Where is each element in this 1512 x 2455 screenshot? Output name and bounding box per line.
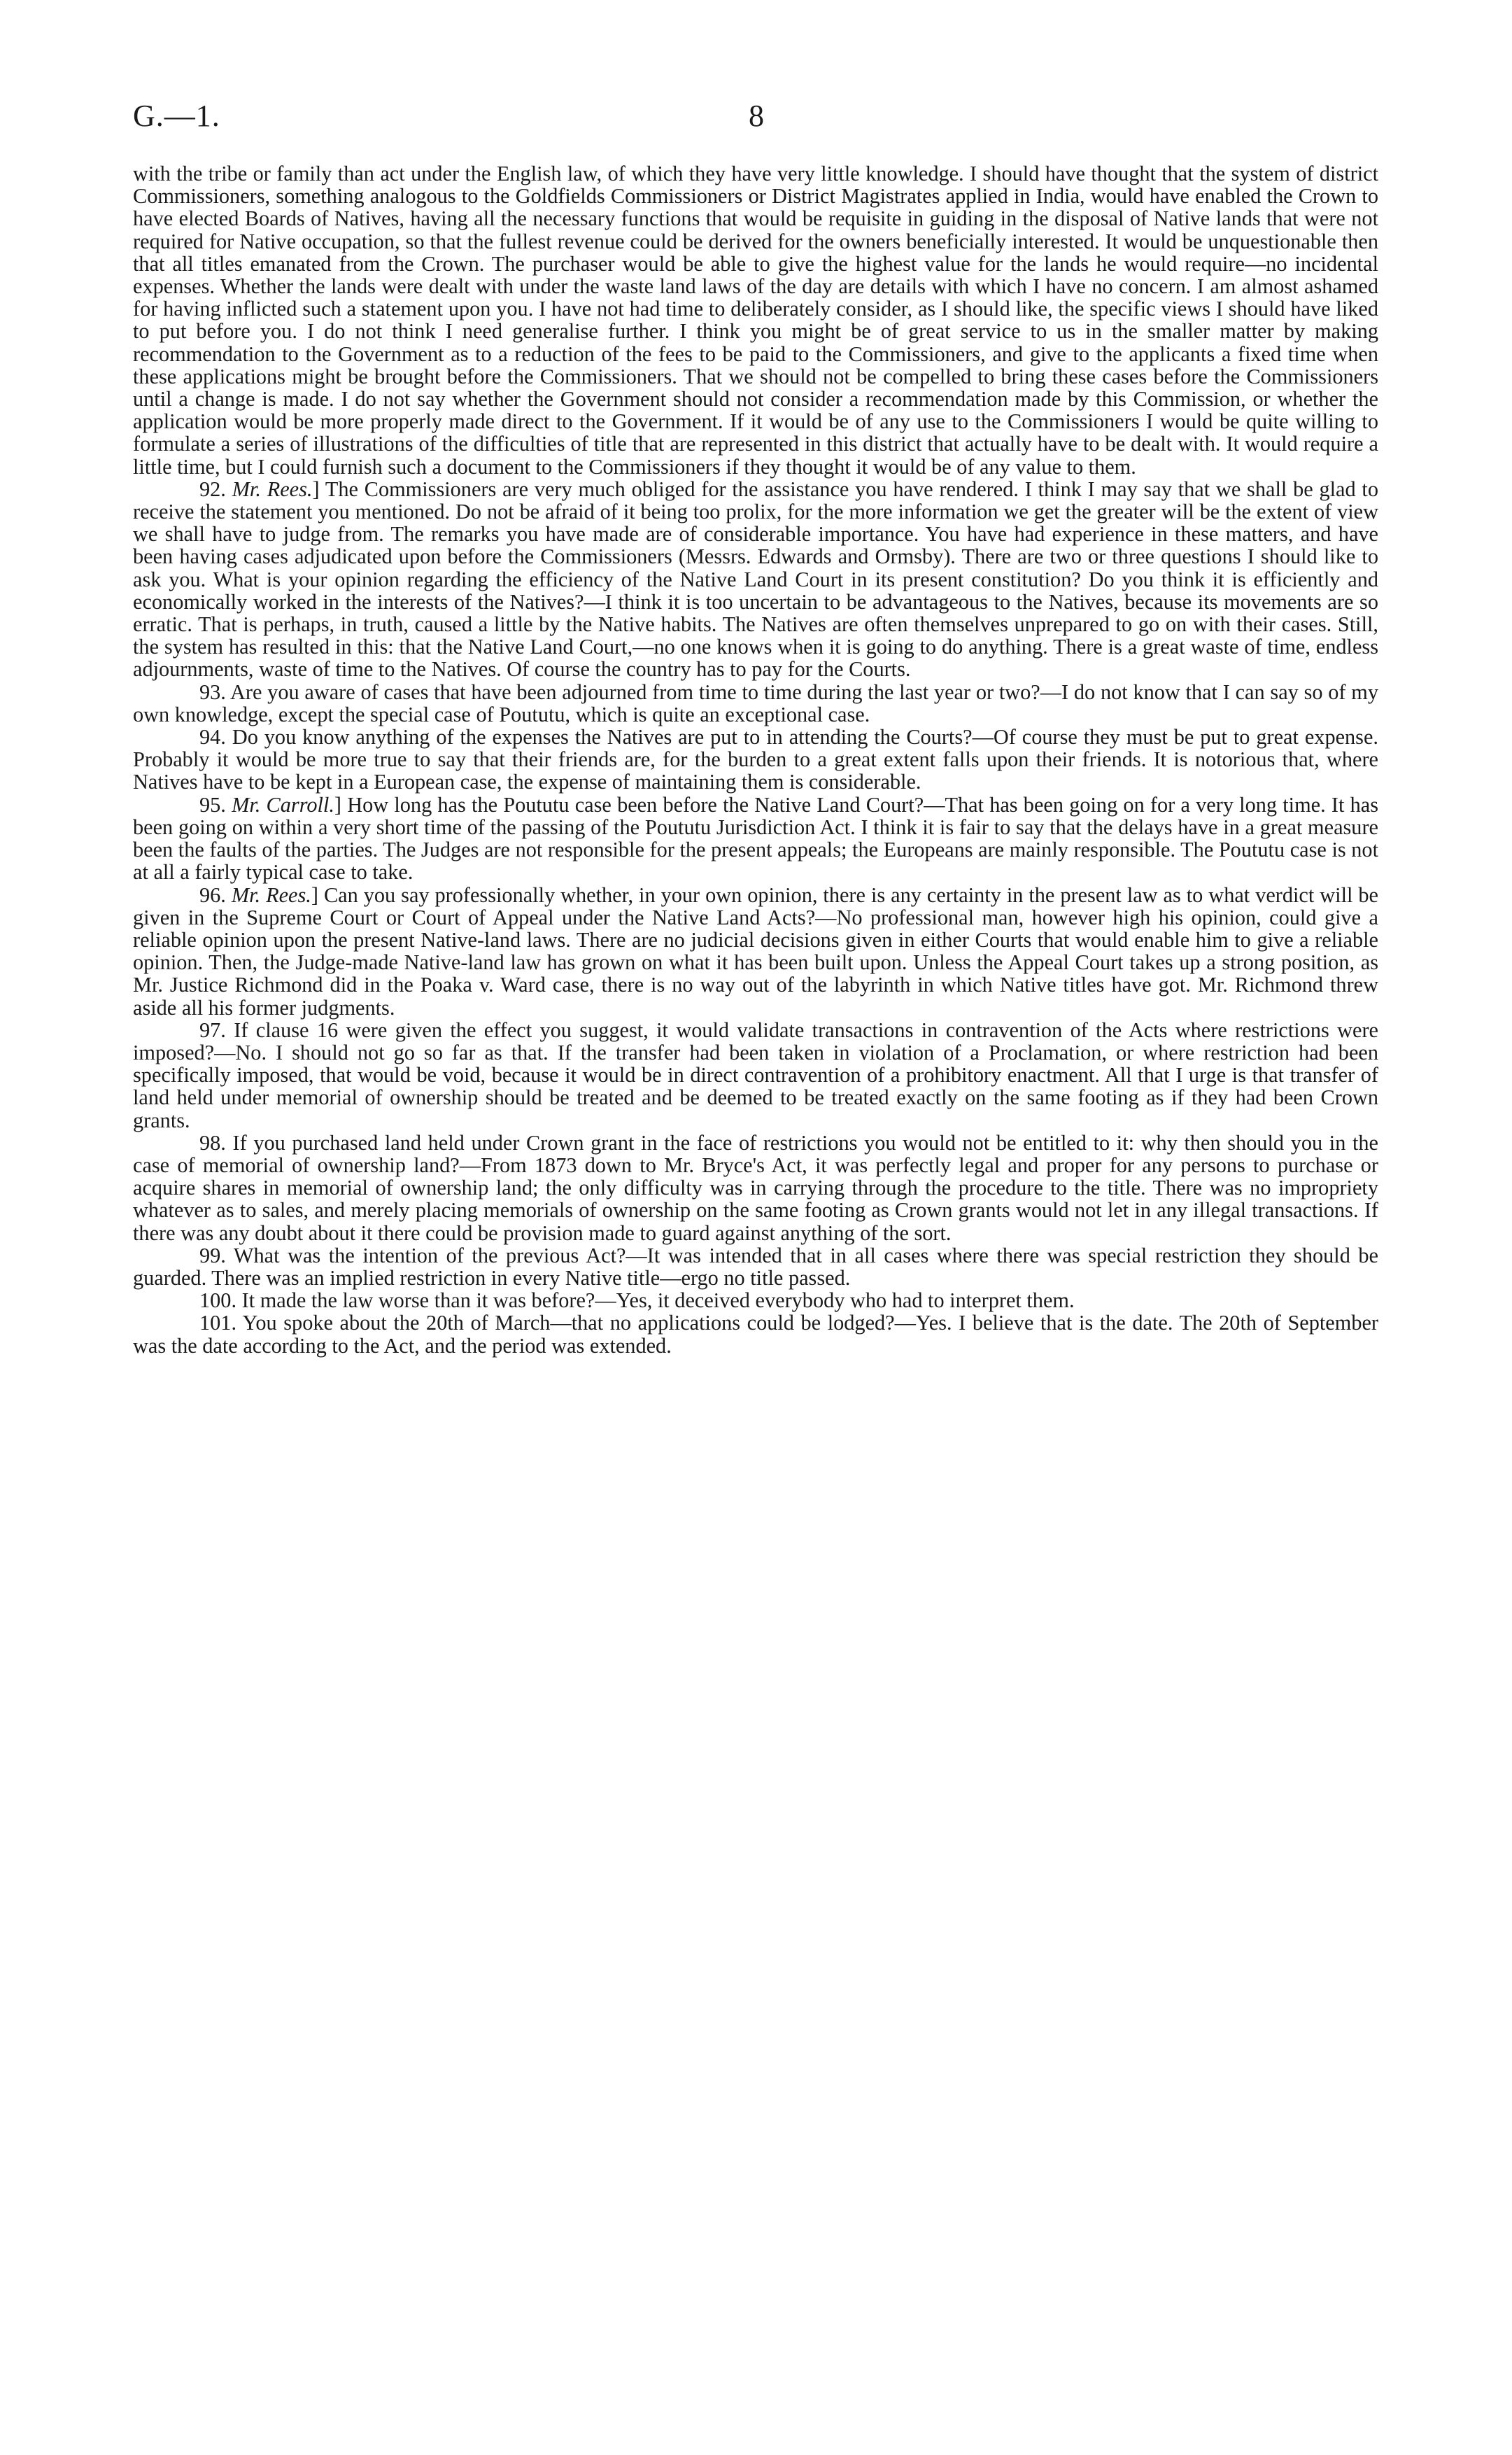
document-code: G.—1. xyxy=(133,99,220,133)
paragraph-text: Do you know anything of the expenses the Natives are put to in attending the Courts?—Of course they must be put to great expense. Probably it would be more true to say that their friends are, for the burden to a great extent falls upon their friends. It is notorious that, where Natives have to be kept in a European case, the expense of maintaining them is considerable. xyxy=(133,725,1378,794)
paragraph-text: with the tribe or family than act under the English law, of which they have very little knowledge. I should have thought that the system of district Commissioners, something analogous to the Goldfields Commissioners or District Magistrates applied in India, would have enabled the Crown to have elected Boards of Natives, having all the necessary functions that would be requisite in guiding in the disposal of Native lands that were not required for Native occupation, so that the fullest revenue could be derived for the owners beneficially interested. It would be unquestionable then that all titles emanated from the Crown. The purchaser would be able to give the highest value for the lands he would require—no incidental expenses. Whether the lands were dealt with under the waste land laws of the day are details with which I have no concern. I am almost ashamed for having inflicted such a statement upon you. I have not had time to deliberately consider, as I should like, the specific views I should have liked to put before you. I do not think I need generalise further. I think you might be of great service to us in the smaller matter by making recommendation to the Government as to a reduction of the fees to be paid to the Commissioners, and give to the applicants a fixed time when these applications might be brought before the Commissioners. That we should not be compelled to bring these cases before the Commissioners until a change is made. I do not say whether the Government should not consider a recommendation made by this Commission, or whether the application would be more properly made direct to the Government. If it would be of any use to the Commissioners I would be quite willing to formulate a series of illustrations of the difficulties of title that are represented in this district that actually have to be dealt with. It would require a little time, but I could furnish such a document to the Commissioners if they thought it would be of any value to them. xyxy=(133,162,1378,479)
paragraph-text: How long has the Poututu case been before the Native Land Court?—That has been going on for a very long time. It has been going on within a very short time of the passing of the Poututu Jurisdiction Act. I think it is fair to say that the delays have in a great measure been the faults of the parties. The Judges are not responsible for the present appeals; the Europeans are mainly responsible. The Poututu case is not at all a fairly typical case to take. xyxy=(133,792,1378,885)
question-number: 98. xyxy=(199,1130,226,1155)
paragraph-text: If you purchased land held under Crown grant in the face of restrictions you would not be entitled to it: why then should you in the case of memorial of ownership land?—From 1873 down to Mr. Bryce's Act, it was perfectly legal and proper for any persons to purchase or acquire shares in memorial of ownership land; the only difficulty was in carrying through the procedure to the title. There was no impropriety whatever as to sales, and merely placing memorials of ownership on the same footing as Crown grants would not let in any illegal transactions. If there was any doubt about it there could be provision made to guard against anything of the sort. xyxy=(133,1130,1379,1245)
question-96: 96. Mr. Rees.] Can you say professionally whether, in your own opinion, there is any certainty in the present law as to what verdict will be given in the Supreme Court or Court of Appeal under the Native Land Acts?—No professional man, however high his opinion, could give a reliable opinion upon the present Native-land laws. There are no judicial decisions given in either Courts that would enable him to give a reliable opinion. Then, the Judge-made Native-land law has grown on what it has been built upon. Unless the Appeal Court takes up a strong position, as Mr. Justice Richmond did in the Poaka v. Ward case, there is no way out of the labyrinth in which Native titles have got. Mr. Richmond threw aside all his former judgments. xyxy=(133,882,1378,1020)
question-92: 92. Mr. Rees.] The Commissioners are very much obliged for the assistance you have rendered. I think I may say that we shall be glad to receive the statement you mentioned. Do not be afraid of it being too prolix, for the more information we get the greater will be the extent of view we shall have to judge from. The remarks you have made are of considerable importance. You have had experience in these matters, and have been having cases adjudicated upon before the Commissioners (Messrs. Edwards and Ormsby). There are two or three questions I should like to ask you. What is your opinion regarding the efficiency of the Native Land Court in its present constitution? Do you think it is efficiently and economically worked in the interests of the Natives?—I think it is too uncertain to be advantageous to the Natives, because its movements are so erratic. That is perhaps, in truth, caused a little by the Native habits. The Natives are often themselves unprepared to go on with their cases. Still, the system has resulted in this: that the Native Land Court,—no one knows when it is going to do anything. There is a great waste of time, endless adjournments, waste of time to the Natives. Of course the country has to pay for the Courts. xyxy=(133,477,1378,682)
paragraph-text: Are you aware of cases that have been adjourned from time to time during the last year or two?—I do not know that I can say so of my own knowledge, except the special case of Poututu, which is quite an exceptional case. xyxy=(133,680,1379,726)
question-number: 92. xyxy=(199,477,226,501)
speaker-name: Mr. Carroll. xyxy=(232,792,334,817)
paragraph-text: It made the law worse than it was before?—Yes, it deceived everybody who had to interpret them. xyxy=(241,1288,1075,1313)
page-number: 8 xyxy=(749,99,764,133)
question-number: 100. xyxy=(199,1288,237,1313)
question-99 xyxy=(133,1244,1378,1289)
paragraph-text: The Commissioners are very much obliged for the assistance you have rendered. I think I may say that we shall be glad to receive the statement you mentioned. Do not be afraid of it being too prolix, for the more information we get the greater will be the extent of view we shall have to judge from. The remarks you have made are of considerable importance. You have had experience in these matters, and have been having cases adjudicated upon before the Commissioners (Messrs. Edwards and Ormsby). There are two or three questions I should like to ask you. What is your opinion regarding the efficiency of the Native Land Court in its present constitution? Do you think it is efficiently and economically worked in the interests of the Natives?—I think it is too uncertain to be advantageous to the Natives, because its movements are so erratic. That is perhaps, in truth, caused a little by the Native habits. The Natives are often themselves unprepared to go on with their cases. Still, the system has resulted in this: that the Native Land Court,—no one knows when it is going to do anything. There is a great waste of time, endless adjournments, waste of time to the Natives. Of course the country has to pay for the Courts. xyxy=(133,477,1378,682)
question-number: 96. xyxy=(199,882,226,907)
question-95: 95. Mr. Carroll.] How long has the Poututu case been before the Native Land Court?—That has been going on for a very long time. It has been going on within a very short time of the passing of the Poututu Jurisdiction Act. I think it is fair to say that the delays have in a great measure been the faults of the parties. The Judges are not responsible for the present appeals; the Europeans are mainly responsible. The Poututu case is not at all a fairly typical case to take. xyxy=(133,792,1378,885)
question-98 xyxy=(133,1132,1378,1244)
question-100 xyxy=(133,1289,1378,1311)
question-101 xyxy=(133,1311,1378,1356)
question-number: 101. xyxy=(199,1311,237,1335)
paragraph-text: You spoke about the 20th of March—that no applications could be lodged?—Yes. I believe that is the date. The 20th of September was the date according to the Act, and the period was extended. xyxy=(133,1311,1379,1358)
paragraph-continuation xyxy=(133,162,1378,478)
paragraph-text: What was the intention of the previous Act?—It was intended that in all cases where there was special restriction they should be guarded. There was an implied restriction in every Native title—ergo no title passed. xyxy=(133,1243,1378,1290)
question-number: 97. xyxy=(199,1018,226,1042)
paragraph-text: Can you say professionally whether, in your own opinion, there is any certainty in the present law as to what verdict will be given in the Supreme Court or Court of Appeal under the Native Land Acts?—No professional man, however high his opinion, could give a reliable opinion upon the present Native-land laws. There are no judicial decisions given in either Courts that would enable him to give a reliable opinion. Then, the Judge-made Native-land law has grown on what it has been built upon. Unless the Appeal Court takes up a strong position, as Mr. Justice Richmond did in the Poaka v. Ward case, there is no way out of the labyrinth in which Native titles have got. Mr. Richmond threw aside all his former judgments. xyxy=(133,882,1378,1020)
question-number: 94. xyxy=(199,725,226,750)
page-header xyxy=(133,98,1392,147)
question-number: 95. xyxy=(199,792,226,817)
question-number: 93. xyxy=(199,680,226,704)
paragraph-text: If clause 16 were given the effect you suggest, it would validate transactions in contravention of the Acts where restrictions were imposed?—No. I should not go so far as that. If the transfer had been taken in violation of a Proclamation, or where restriction had been specifically imposed, that would be void, because it would be in direct contravention of a prohibitory enactment. All that I urge is that transfer of land held under memorial of ownership should be treated and be deemed to be treated exactly on the same footing as if they had been Crown grants. xyxy=(133,1018,1378,1132)
body-text xyxy=(133,162,1378,1357)
question-94 xyxy=(133,726,1378,794)
question-93 xyxy=(133,681,1378,726)
speaker-name: Mr. Rees. xyxy=(232,477,313,501)
speaker-name: Mr. Rees. xyxy=(231,882,311,907)
question-number: 99. xyxy=(199,1243,226,1267)
question-97 xyxy=(133,1019,1378,1132)
